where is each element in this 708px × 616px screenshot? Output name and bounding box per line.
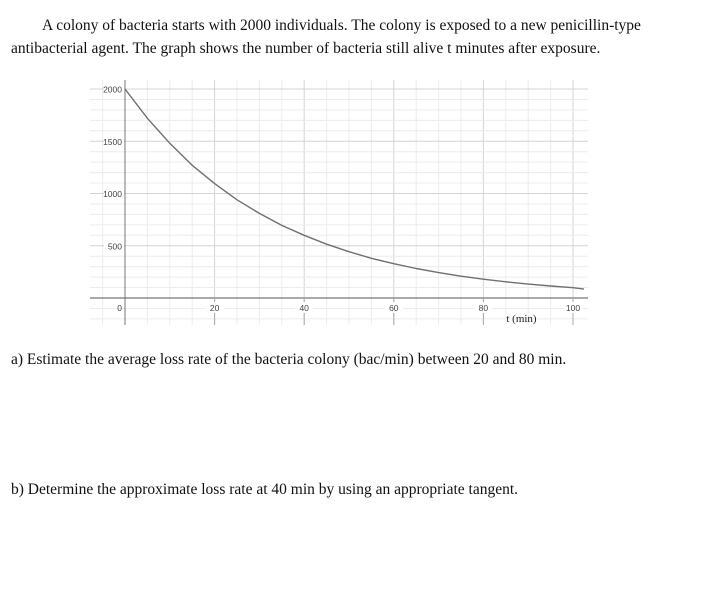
question-b: b) Determine the approximate loss rate at 40 min by using an appropriate tangent. (11, 481, 519, 498)
y-tick-label: 0 (117, 303, 122, 313)
y-tick-label: 1500 (103, 136, 122, 147)
x-tick-label: 40 (299, 303, 309, 313)
decay-curve (125, 89, 584, 289)
question-a: a) Estimate the average loss rate of the bacteria colony (bac/min) between 20 and 80 min. (11, 351, 567, 368)
x-axis-title: t (min) (506, 313, 537, 325)
x-tick-label: 20 (209, 303, 220, 313)
x-tick-label: 100 (565, 303, 581, 313)
y-tick-label: 500 (107, 241, 122, 252)
x-tick-label: 80 (478, 303, 489, 313)
y-tick-label: 2000 (103, 84, 122, 95)
y-tick-label: 1000 (103, 189, 122, 199)
intro-line-2: antibacterial agent. The graph shows the number of bacteria still alive t minutes after exposure. (11, 40, 601, 57)
x-tick-label: 60 (389, 303, 399, 313)
intro-line-1: A colony of bacteria starts with 2000 individuals. The colony is exposed to a new penicillin-type (42, 17, 641, 34)
